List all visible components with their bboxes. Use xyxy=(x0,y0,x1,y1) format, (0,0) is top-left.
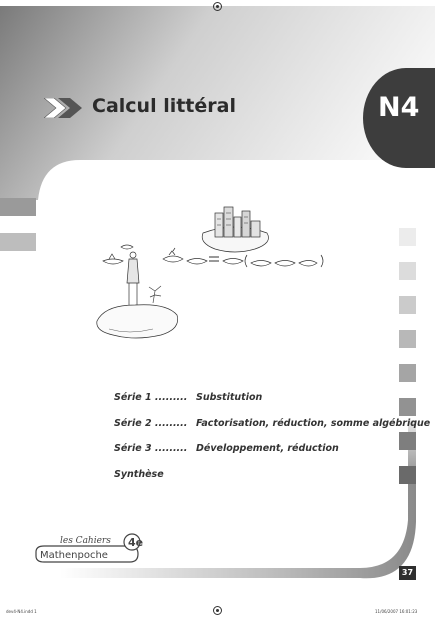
logo-grade: 4e xyxy=(128,536,144,549)
right-tab-3 xyxy=(399,296,416,314)
series-label: Série 3 ......... xyxy=(114,443,188,454)
series-label: Série 2 ......... xyxy=(114,418,188,429)
series-label: Synthèse xyxy=(114,469,164,480)
series-topic: Factorisation, réduction, somme algébrique xyxy=(196,418,431,429)
right-tab-2 xyxy=(399,262,416,280)
right-tab-7 xyxy=(399,432,416,450)
right-tab-1 xyxy=(399,228,416,246)
series-topic: Développement, réduction xyxy=(196,443,339,454)
footer-date: 11/06/2007 16:01:23 xyxy=(375,609,418,614)
left-tab-2 xyxy=(0,233,36,251)
chevron-arrows-icon xyxy=(44,98,88,118)
page-title: Calcul littéral xyxy=(92,95,236,117)
registration-mark-icon xyxy=(213,2,222,11)
series-label: Série 1 ......... xyxy=(114,392,188,403)
logo-line1: les Cahiers xyxy=(60,536,111,546)
series-row-1 xyxy=(114,392,262,403)
right-tab-8 xyxy=(399,466,416,484)
series-row-3 xyxy=(114,443,339,454)
logo-line2: Mathenpoche xyxy=(40,550,108,561)
left-tab-1 xyxy=(0,198,36,216)
right-tab-5 xyxy=(399,364,416,382)
page-number: 37 xyxy=(399,566,416,580)
mathenpoche-logo xyxy=(34,532,146,566)
footer-file: dev4-N4.indd 1 xyxy=(6,609,37,614)
floating-islands-illustration xyxy=(95,203,330,343)
series-row-2 xyxy=(114,418,430,429)
series-row-synthese xyxy=(114,469,164,480)
registration-mark-icon xyxy=(213,606,222,615)
chapter-code: N4 xyxy=(378,92,420,123)
right-tab-6 xyxy=(399,398,416,416)
right-tab-4 xyxy=(399,330,416,348)
series-topic: Substitution xyxy=(196,392,263,403)
